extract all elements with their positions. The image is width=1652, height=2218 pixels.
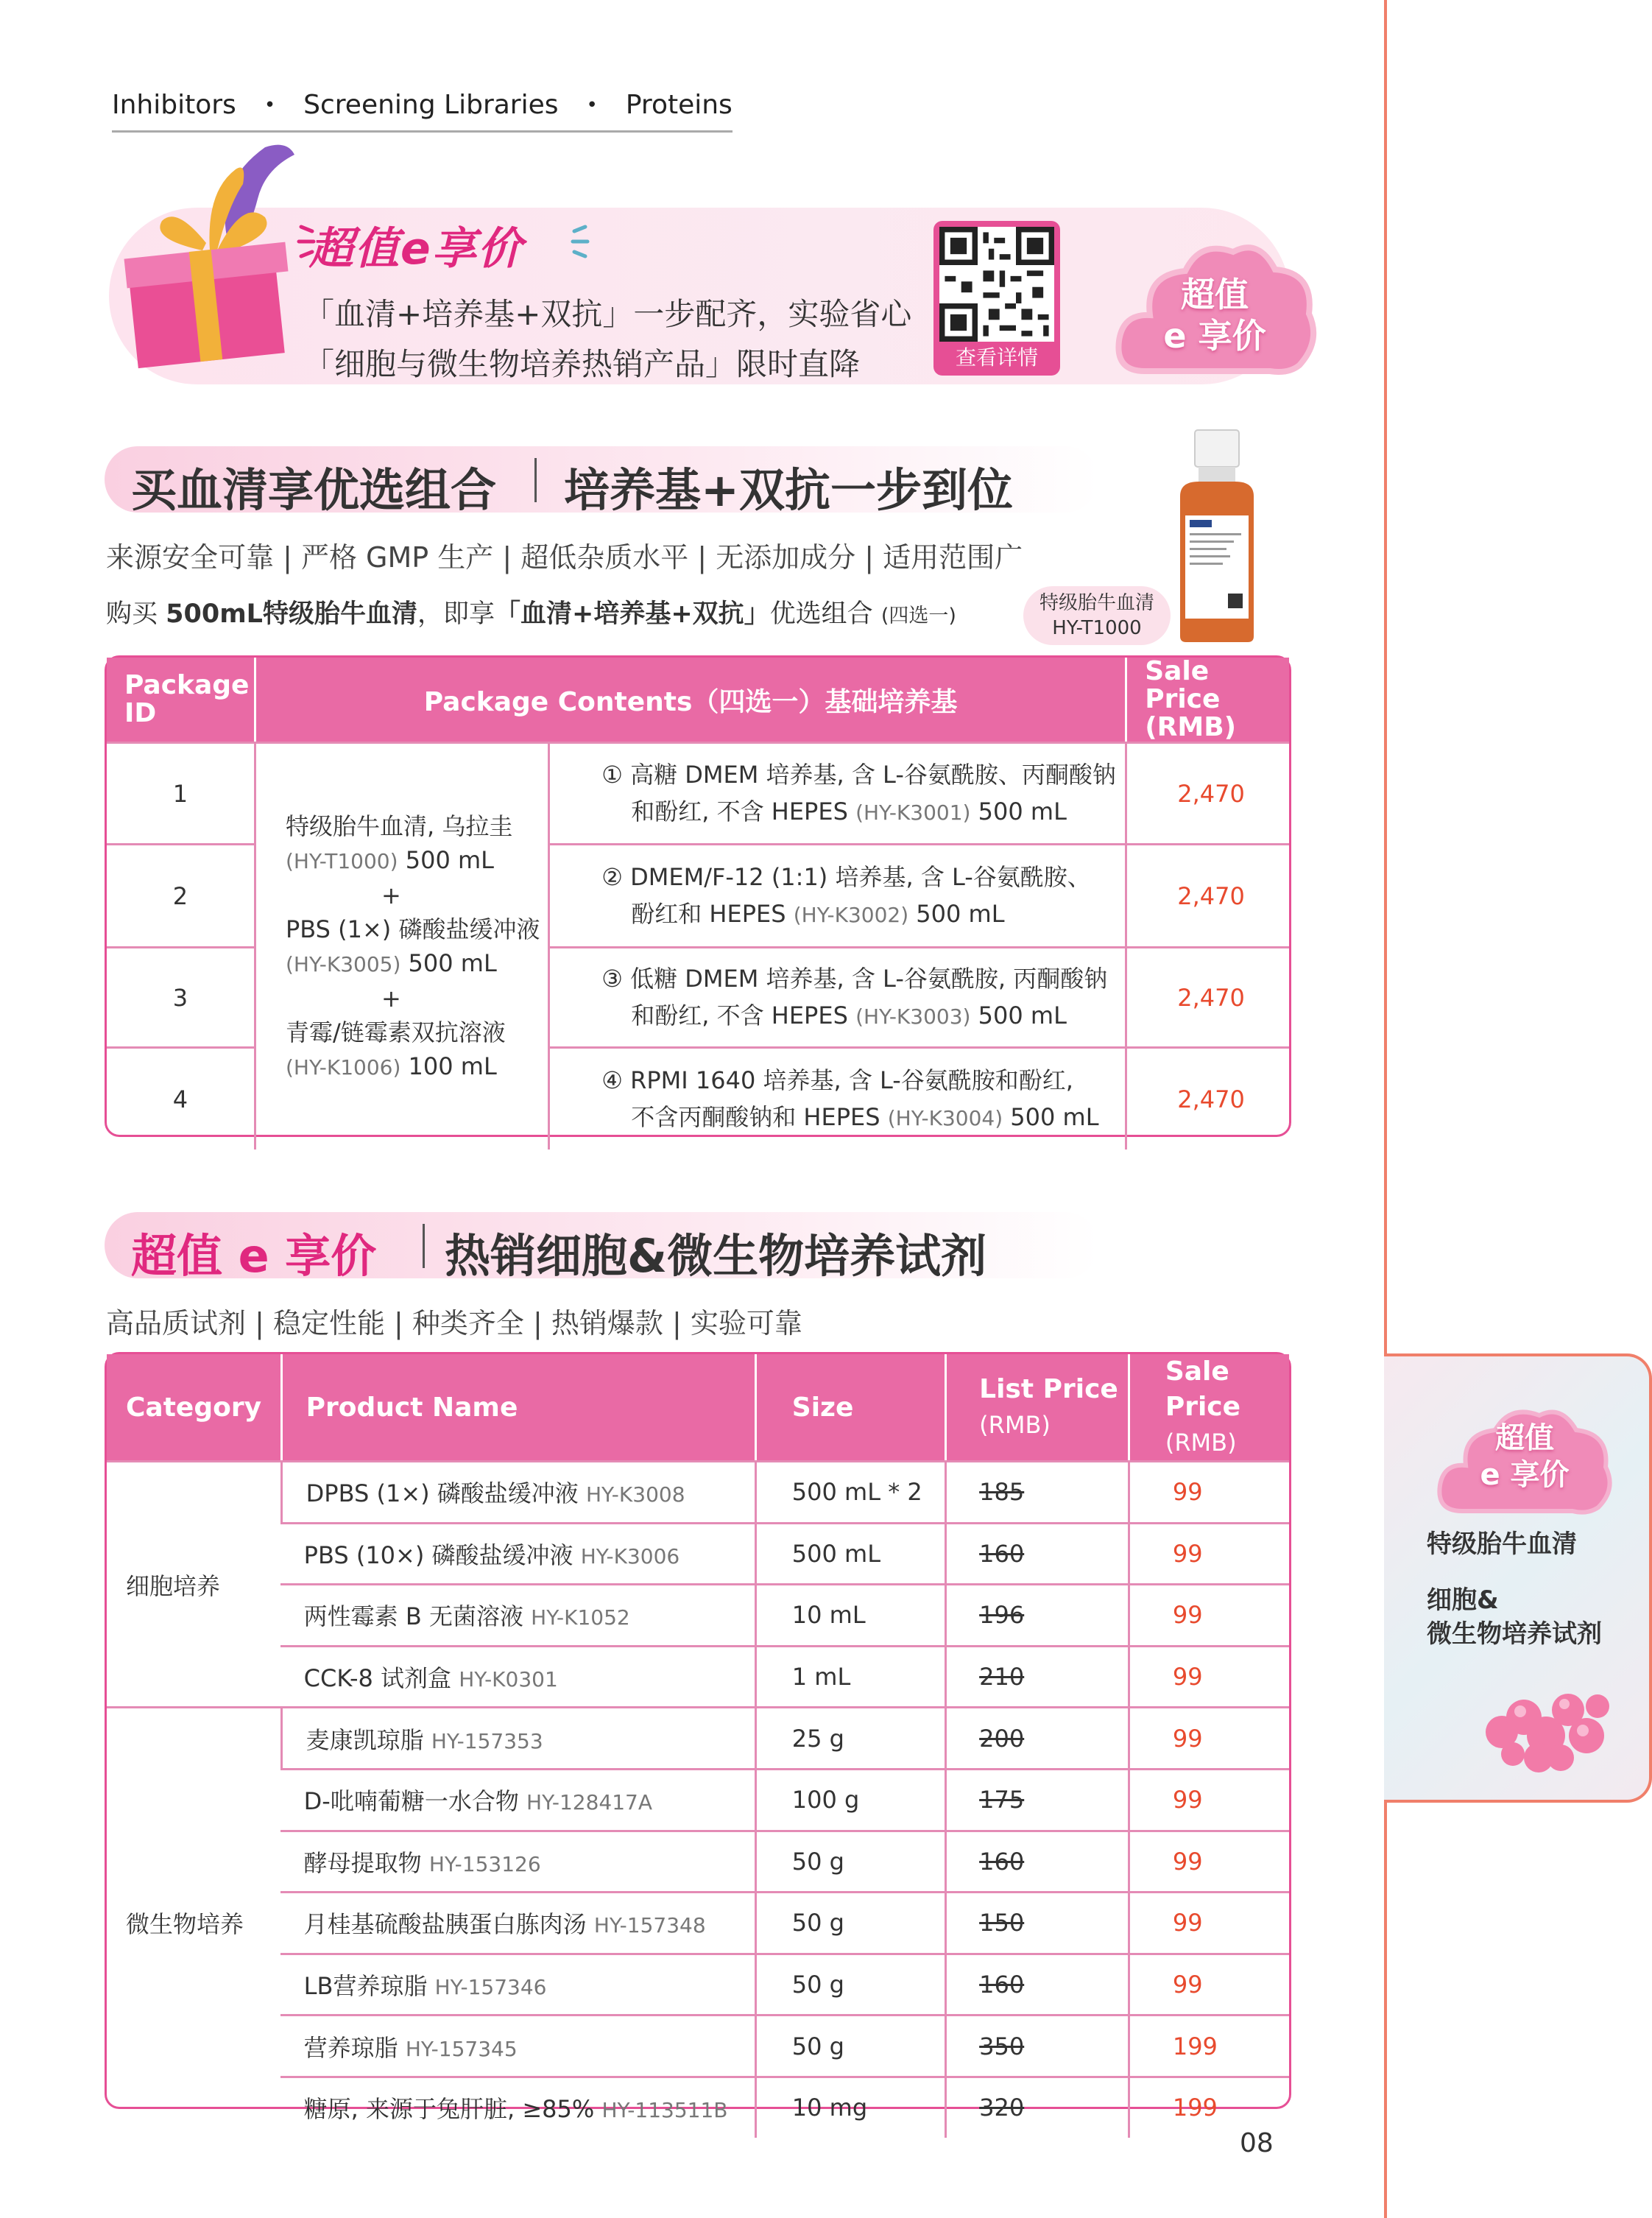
table-row xyxy=(107,1891,1289,1953)
sale-price-cell: 99 xyxy=(1128,1645,1289,1707)
size-cell: 10 mL xyxy=(755,1583,945,1645)
col-header-sale-price: Sale Price (RMB) xyxy=(1125,658,1289,742)
section2-subtitle: 热销细胞&微生物培养试剂 xyxy=(445,1229,987,1283)
package-table xyxy=(105,655,1291,1137)
sale-price-cell: 99 xyxy=(1128,1953,1289,2015)
medium-line1: ④ RPMI 1640 培养基, 含 L-谷氨酰胺和酚红, xyxy=(601,1066,1073,1094)
list-price: 185 xyxy=(979,1478,1025,1507)
product-name-cell[interactable] xyxy=(280,2014,755,2076)
offer-product: 500mL特级胎牛血清 xyxy=(166,599,417,629)
product-code: HY-157353 xyxy=(431,1728,543,1753)
product-name-cell[interactable] xyxy=(280,1706,755,1768)
cloud-line1: 超值 xyxy=(1181,275,1249,314)
page-edge-border xyxy=(1384,0,1387,2218)
medium-code: (HY-K3002) xyxy=(793,902,909,927)
size-cell: 500 mL xyxy=(755,1522,945,1584)
medium-option xyxy=(548,843,1125,946)
package-id: 1 xyxy=(107,742,254,843)
list-price-cell xyxy=(945,1768,1128,1830)
product-code: HY-128417A xyxy=(526,1790,653,1815)
gift-box-icon xyxy=(118,140,302,368)
list-price-label: List Price xyxy=(979,1374,1118,1404)
list-price-cell xyxy=(945,1953,1128,2015)
product-code: HY-K3006 xyxy=(580,1543,680,1569)
sale-price-cell: 99 xyxy=(1128,1891,1289,1953)
medium-line2: 和酚红, 不含 HEPES xyxy=(631,797,848,825)
sale-price-label: Sale Price xyxy=(1165,1356,1241,1422)
antibiotic-code: (HY-K1006) xyxy=(285,1055,401,1080)
sale-price: 2,470 xyxy=(1125,1046,1289,1150)
protein-image xyxy=(1472,1666,1620,1784)
top-nav xyxy=(112,87,733,133)
table-row xyxy=(107,1522,1289,1584)
qr-code-button[interactable] xyxy=(933,221,1060,376)
table-row xyxy=(107,1645,1289,1707)
sale-price-cell: 99 xyxy=(1128,1460,1289,1522)
section1-offer xyxy=(106,594,956,630)
product-name: 月桂基硫酸盐胰蛋白胨肉汤 xyxy=(303,1910,587,1939)
list-price: 160 xyxy=(979,1847,1025,1876)
medium-size: 500 mL xyxy=(970,797,1067,825)
side-label-cell: 细胞& xyxy=(1427,1585,1499,1615)
list-price: 150 xyxy=(979,1909,1025,1937)
section2-features: 高品质试剂 | 稳定性能 | 种类齐全 | 热销爆款 | 实验可靠 xyxy=(106,1307,802,1339)
serum-bottle-image xyxy=(1169,430,1265,644)
product-code: HY-153126 xyxy=(428,1851,541,1876)
product-name: CCK-8 试剂盒 xyxy=(303,1664,452,1693)
cloud-big-text xyxy=(1112,274,1318,356)
product-table xyxy=(105,1352,1291,2124)
offer-post: 优选组合 xyxy=(769,599,873,629)
sparkle-icon xyxy=(567,221,589,265)
serum-code: (HY-T1000) xyxy=(285,848,398,873)
product-name: 营养琼脂 xyxy=(303,2033,398,2062)
offer-mid: ，即享 xyxy=(417,599,495,629)
product-badge xyxy=(1023,586,1171,645)
nav-inhibitors[interactable]: Inhibitors xyxy=(112,90,236,120)
list-price-cell xyxy=(945,1522,1128,1584)
size-cell: 1 mL xyxy=(755,1645,945,1707)
section1-subtitle: 培养基+双抗一步到位 xyxy=(564,463,1013,517)
product-name: DPBS (1×) 磷酸盐缓冲液 xyxy=(306,1479,579,1508)
table-row xyxy=(107,2014,1289,2076)
nav-separator: • xyxy=(264,94,276,116)
nav-proteins[interactable]: Proteins xyxy=(625,90,733,120)
product-code: HY-157346 xyxy=(434,1975,547,2000)
sale-price-cell: 199 xyxy=(1128,2014,1289,2076)
product-name-cell[interactable] xyxy=(280,1768,755,1830)
col-header-sale-price xyxy=(1128,1354,1289,1460)
section1-title: 买血清享优选组合 xyxy=(131,463,497,517)
badge-code: HY-T1000 xyxy=(1052,617,1142,639)
product-name: 两性霉素 B 无菌溶液 xyxy=(303,1602,523,1631)
size-cell: 10 mg xyxy=(755,2076,945,2138)
product-name: PBS (10×) 磷酸盐缓冲液 xyxy=(303,1541,573,1569)
medium-line1: ③ 低糖 DMEM 培养基, 含 L-谷氨酰胺, 丙酮酸钠 xyxy=(601,964,1108,993)
category-cell: 细胞培养 xyxy=(107,1460,280,1706)
list-price: 320 xyxy=(979,2094,1025,2122)
list-price-cell xyxy=(945,2014,1128,2076)
banner-line-1: 「血清+培养基+双抗」一步配齐，实验省心 xyxy=(303,296,912,332)
product-code: HY-113511B xyxy=(601,2098,728,2123)
common-pbs: PBS (1×) 磷酸盐缓冲液 xyxy=(285,915,540,943)
size-cell: 50 g xyxy=(755,1891,945,1953)
common-antibiotic: 青霉/链霉素双抗溶液 xyxy=(285,1018,506,1046)
product-name: LB营养琼脂 xyxy=(303,1972,428,2001)
product-code: HY-157348 xyxy=(593,1913,706,1938)
product-name-cell[interactable] xyxy=(280,1645,755,1707)
product-code: HY-K1052 xyxy=(531,1605,630,1630)
side-label-serum: 特级胎牛血清 xyxy=(1427,1529,1577,1559)
antibiotic-size: 100 mL xyxy=(400,1052,497,1080)
sale-price-cell: 99 xyxy=(1128,1583,1289,1645)
product-name: 酵母提取物 xyxy=(303,1848,422,1877)
banner-title: 超值e享价 xyxy=(309,223,523,275)
table-row xyxy=(107,1583,1289,1645)
list-price-cell xyxy=(945,1706,1128,1768)
sale-price: 2,470 xyxy=(1125,843,1289,946)
sale-price-cell: 99 xyxy=(1128,1768,1289,1830)
col-header-package-id: Package ID xyxy=(107,658,254,742)
list-price: 196 xyxy=(979,1601,1025,1630)
col-header-category: Category xyxy=(107,1354,280,1460)
product-name-cell[interactable] xyxy=(280,2076,755,2138)
size-cell: 50 g xyxy=(755,2014,945,2076)
pbs-code: (HY-K3005) xyxy=(285,951,401,976)
package-id: 4 xyxy=(107,1046,254,1150)
heading-divider xyxy=(534,458,537,502)
col-header-contents: Package Contents（四选一）基础培养基 xyxy=(254,658,1125,742)
offer-combo: 「血清+培养基+双抗」 xyxy=(495,599,770,629)
table-row xyxy=(107,1830,1289,1892)
size-cell: 100 g xyxy=(755,1768,945,1830)
side-tab[interactable] xyxy=(1384,1353,1652,1803)
sale-price-unit: (RMB) xyxy=(1165,1429,1237,1457)
offer-pre: 购买 xyxy=(106,599,166,629)
list-price-cell xyxy=(945,1583,1128,1645)
sale-price: 2,470 xyxy=(1125,946,1289,1046)
plus-sign: + xyxy=(381,984,401,1013)
common-serum: 特级胎牛血清, 乌拉圭 xyxy=(285,811,513,840)
product-name: 糖原, 来源于兔肝脏, ≥85% xyxy=(303,2095,595,2124)
size-cell: 500 mL * 2 xyxy=(755,1460,945,1522)
pbs-size: 500 mL xyxy=(400,948,497,977)
side-cloud-text xyxy=(1433,1420,1617,1493)
sale-price: 2,470 xyxy=(1125,742,1289,843)
heading-divider xyxy=(423,1224,425,1268)
page-number: 08 xyxy=(1240,2128,1274,2158)
plus-sign: + xyxy=(381,881,401,909)
medium-line1: ① 高糖 DMEM 培养基, 含 L-谷氨酰胺、丙酮酸钠 xyxy=(601,760,1116,789)
offer-note: (四选一) xyxy=(880,605,956,627)
list-price: 200 xyxy=(979,1724,1025,1753)
medium-size: 500 mL xyxy=(908,899,1005,928)
medium-line1: ② DMEM/F-12 (1:1) 培养基, 含 L-谷氨酰胺、 xyxy=(601,862,1091,891)
product-name-cell[interactable] xyxy=(280,1830,755,1892)
size-cell: 50 g xyxy=(755,1830,945,1892)
col-header-list-price xyxy=(945,1354,1128,1460)
medium-line2: 酚红和 HEPES xyxy=(631,899,786,928)
product-name-cell[interactable] xyxy=(280,1953,755,2015)
list-price-unit: (RMB) xyxy=(979,1411,1051,1439)
list-price-cell xyxy=(945,1460,1128,1522)
banner-line-2: 「细胞与微生物培养热销产品」限时直降 xyxy=(303,346,861,382)
list-price-cell xyxy=(945,1891,1128,1953)
product-code: HY-K0301 xyxy=(459,1667,558,1692)
category-cell: 微生物培养 xyxy=(107,1706,280,2137)
medium-option xyxy=(548,742,1125,843)
sale-price-cell: 99 xyxy=(1128,1830,1289,1892)
list-price: 350 xyxy=(979,2032,1025,2060)
sale-price-cell: 199 xyxy=(1128,2076,1289,2138)
medium-size: 500 mL xyxy=(1003,1102,1099,1131)
product-name-cell[interactable] xyxy=(280,1891,755,1953)
product-name: 麦康凯琼脂 xyxy=(306,1725,424,1754)
size-cell: 25 g xyxy=(755,1706,945,1768)
product-code: HY-157345 xyxy=(405,2036,518,2061)
table-row xyxy=(107,2076,1289,2138)
package-id: 2 xyxy=(107,843,254,946)
common-contents xyxy=(254,742,548,1150)
list-price: 175 xyxy=(979,1786,1025,1814)
nav-separator: • xyxy=(586,94,598,116)
sale-price-cell: 99 xyxy=(1128,1522,1289,1584)
package-id: 3 xyxy=(107,946,254,1046)
product-name-cell[interactable] xyxy=(280,1583,755,1645)
table-row xyxy=(107,1706,1289,1768)
product-name-cell[interactable] xyxy=(280,1460,755,1522)
table-row xyxy=(107,742,1289,843)
col-header-size: Size xyxy=(755,1354,945,1460)
list-price: 160 xyxy=(979,1539,1025,1568)
medium-option xyxy=(548,946,1125,1046)
serum-size: 500 mL xyxy=(398,845,494,874)
side-cloud-line1: 超值 xyxy=(1495,1421,1554,1455)
medium-line2: 和酚红, 不含 HEPES xyxy=(631,1001,848,1029)
table-header-row xyxy=(107,1354,1289,1460)
list-price: 210 xyxy=(979,1663,1025,1691)
medium-code: (HY-K3001) xyxy=(855,800,971,825)
col-header-product-name: Product Name xyxy=(280,1354,755,1460)
nav-screening-libraries[interactable]: Screening Libraries xyxy=(303,90,559,120)
cloud-line2: e 享价 xyxy=(1163,316,1266,356)
badge-name: 特级胎牛血清 xyxy=(1039,592,1154,614)
product-name-cell[interactable] xyxy=(280,1522,755,1584)
size-cell: 50 g xyxy=(755,1953,945,2015)
side-cloud-line2: e 享价 xyxy=(1480,1458,1570,1492)
product-code: HY-K3008 xyxy=(585,1482,685,1507)
list-price: 160 xyxy=(979,1971,1025,1999)
medium-option xyxy=(548,1046,1125,1150)
section1-heading xyxy=(105,446,1098,517)
section2-heading xyxy=(105,1212,1098,1283)
medium-size: 500 mL xyxy=(970,1001,1067,1029)
medium-code: (HY-K3004) xyxy=(887,1105,1003,1130)
table-row xyxy=(107,1768,1289,1830)
table-row xyxy=(107,1953,1289,2015)
table-row xyxy=(107,1460,1289,1522)
qr-label: 查看详情 xyxy=(955,345,1038,370)
sale-price-cell: 99 xyxy=(1128,1706,1289,1768)
product-name: D-吡喃葡糖一水合物 xyxy=(303,1787,519,1816)
table-header-row xyxy=(107,658,1289,742)
section2-title: 超值 e 享价 xyxy=(131,1229,377,1283)
medium-line2: 不含丙酮酸钠和 HEPES xyxy=(631,1102,880,1131)
qr-code-icon xyxy=(939,227,1054,342)
section1-features: 来源安全可靠 | 严格 GMP 生产 | 超低杂质水平 | 无添加成分 | 适用范围广 xyxy=(106,541,1023,574)
list-price-cell xyxy=(945,1645,1128,1707)
side-label-micro: 微生物培养试剂 xyxy=(1427,1619,1602,1649)
list-price-cell xyxy=(945,1830,1128,1892)
list-price-cell xyxy=(945,2076,1128,2138)
medium-code: (HY-K3003) xyxy=(855,1004,971,1029)
